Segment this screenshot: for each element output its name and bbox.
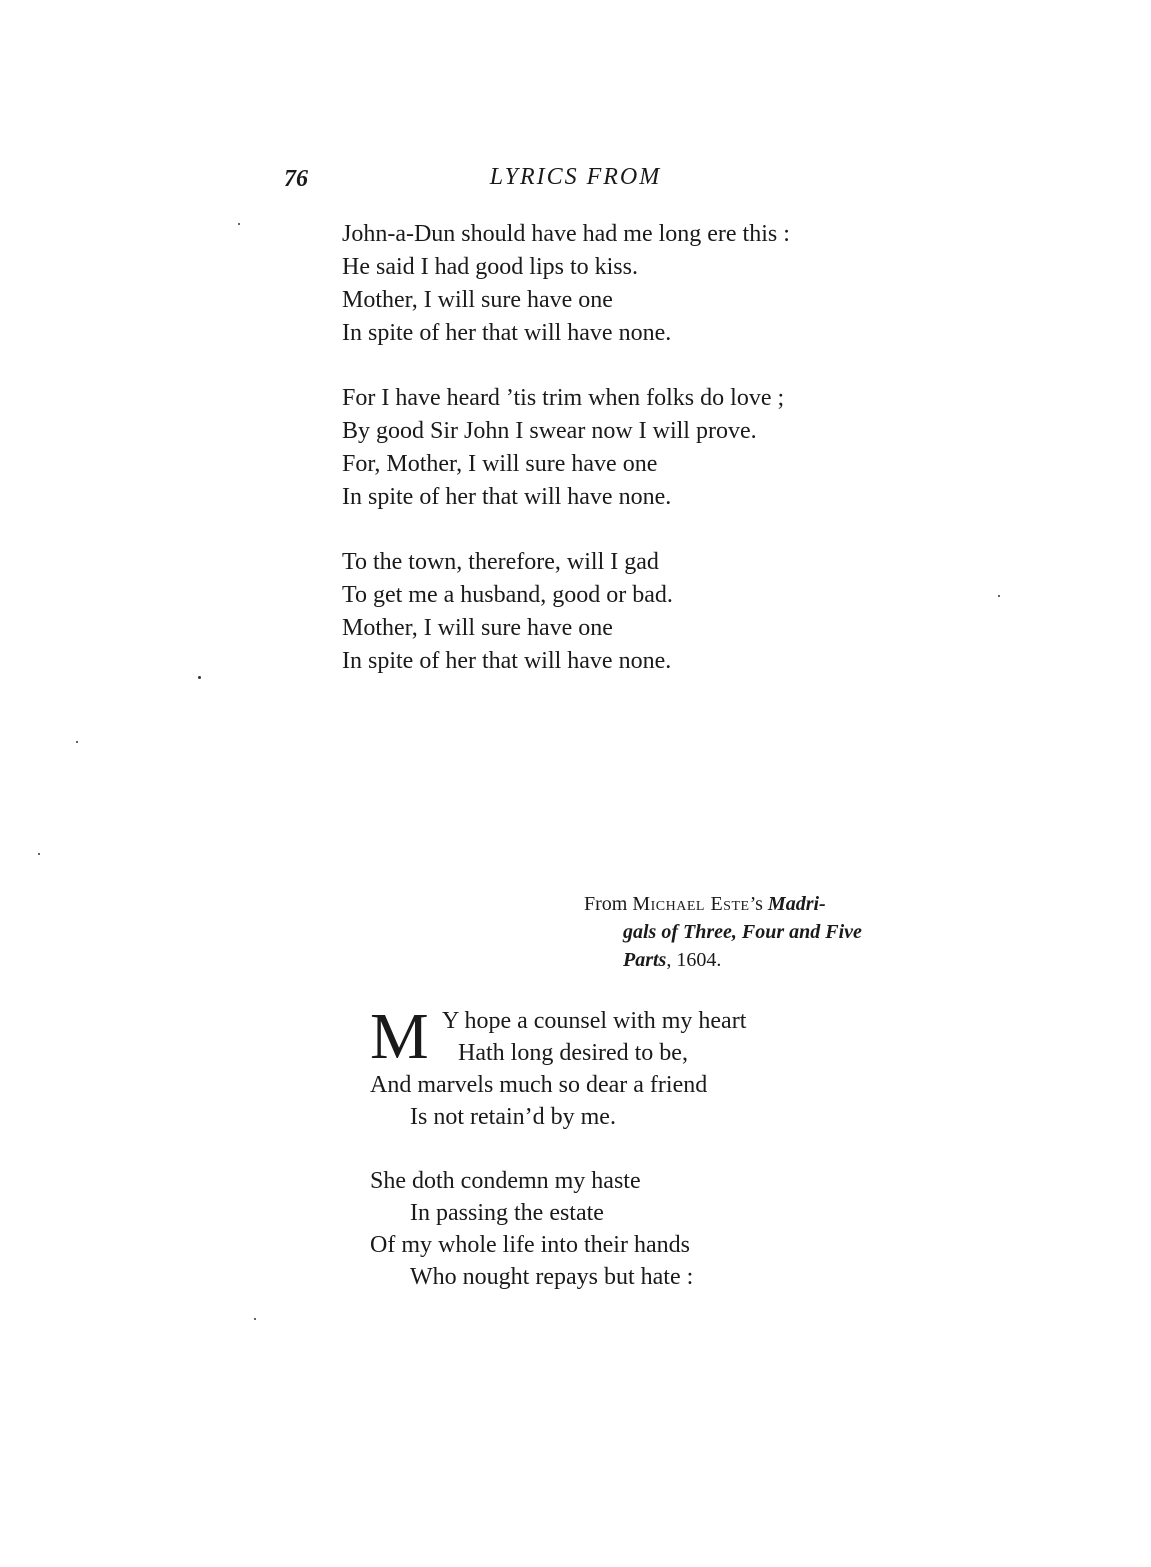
- verse-line: Y hope a counsel with my heart: [442, 1008, 747, 1034]
- verse-line: To the town, therefore, will I gad: [342, 549, 659, 575]
- verse-line: Mother, I will sure have one: [342, 287, 613, 313]
- verse-line: For I have heard ’tis trim when folks do love ;: [342, 385, 785, 411]
- poem-new: [370, 1000, 990, 1325]
- running-head: LYRICS FROM: [489, 164, 662, 190]
- drop-cap: M: [370, 1000, 429, 1073]
- scan-speck: [38, 853, 40, 855]
- source-title-part3: Parts: [623, 949, 667, 971]
- verse-line: Who nought repays but hate :: [410, 1264, 694, 1290]
- source-year: , 1604.: [666, 949, 722, 971]
- source-prefix: From: [584, 893, 633, 915]
- verse-line: By good Sir John I swear now I will prove.: [342, 418, 757, 444]
- source-title-part1: Madri-: [767, 893, 826, 915]
- dropcap-block: [370, 1000, 990, 1073]
- verse-line: In spite of her that will have none.: [342, 648, 672, 674]
- scan-speck: [998, 595, 1000, 597]
- stanza: [342, 218, 982, 350]
- stanza: [342, 546, 982, 678]
- verse-line: Is not retain’d by me.: [410, 1104, 616, 1130]
- verse-line: For, Mother, I will sure have one: [342, 451, 658, 477]
- scan-speck: [76, 741, 78, 743]
- verse-line: In passing the estate: [410, 1200, 604, 1226]
- scan-speck: [198, 676, 201, 679]
- verse-line: Mother, I will sure have one: [342, 615, 613, 641]
- source-possessive: ’s: [749, 893, 768, 915]
- source-line-3: [584, 946, 964, 974]
- scan-speck: [238, 223, 240, 225]
- source-author: Michael Este: [632, 893, 750, 915]
- poem-continued: [342, 218, 982, 710]
- verse-line: He said I had good lips to kiss.: [342, 254, 638, 280]
- verse-line: And marvels much so dear a friend: [370, 1072, 708, 1098]
- page-number: 76: [284, 166, 308, 192]
- source-attribution: [584, 890, 964, 974]
- stanza: [342, 382, 982, 514]
- verse-line: John-a-Dun should have had me long ere this :: [342, 221, 790, 247]
- verse-line: She doth condemn my haste: [370, 1168, 641, 1194]
- source-title-part2: gals of Three, Four and Five: [623, 921, 862, 943]
- verse-line: In spite of her that will have none.: [342, 320, 672, 346]
- verse-line: To get me a husband, good or bad.: [342, 582, 673, 608]
- verse-line: In spite of her that will have none.: [342, 484, 672, 510]
- stanza: [370, 1165, 990, 1293]
- verse-line: Of my whole life into their hands: [370, 1232, 690, 1258]
- verse-line: Hath long desired to be,: [458, 1040, 688, 1066]
- scan-speck: [254, 1318, 256, 1320]
- source-line-1: [584, 890, 964, 918]
